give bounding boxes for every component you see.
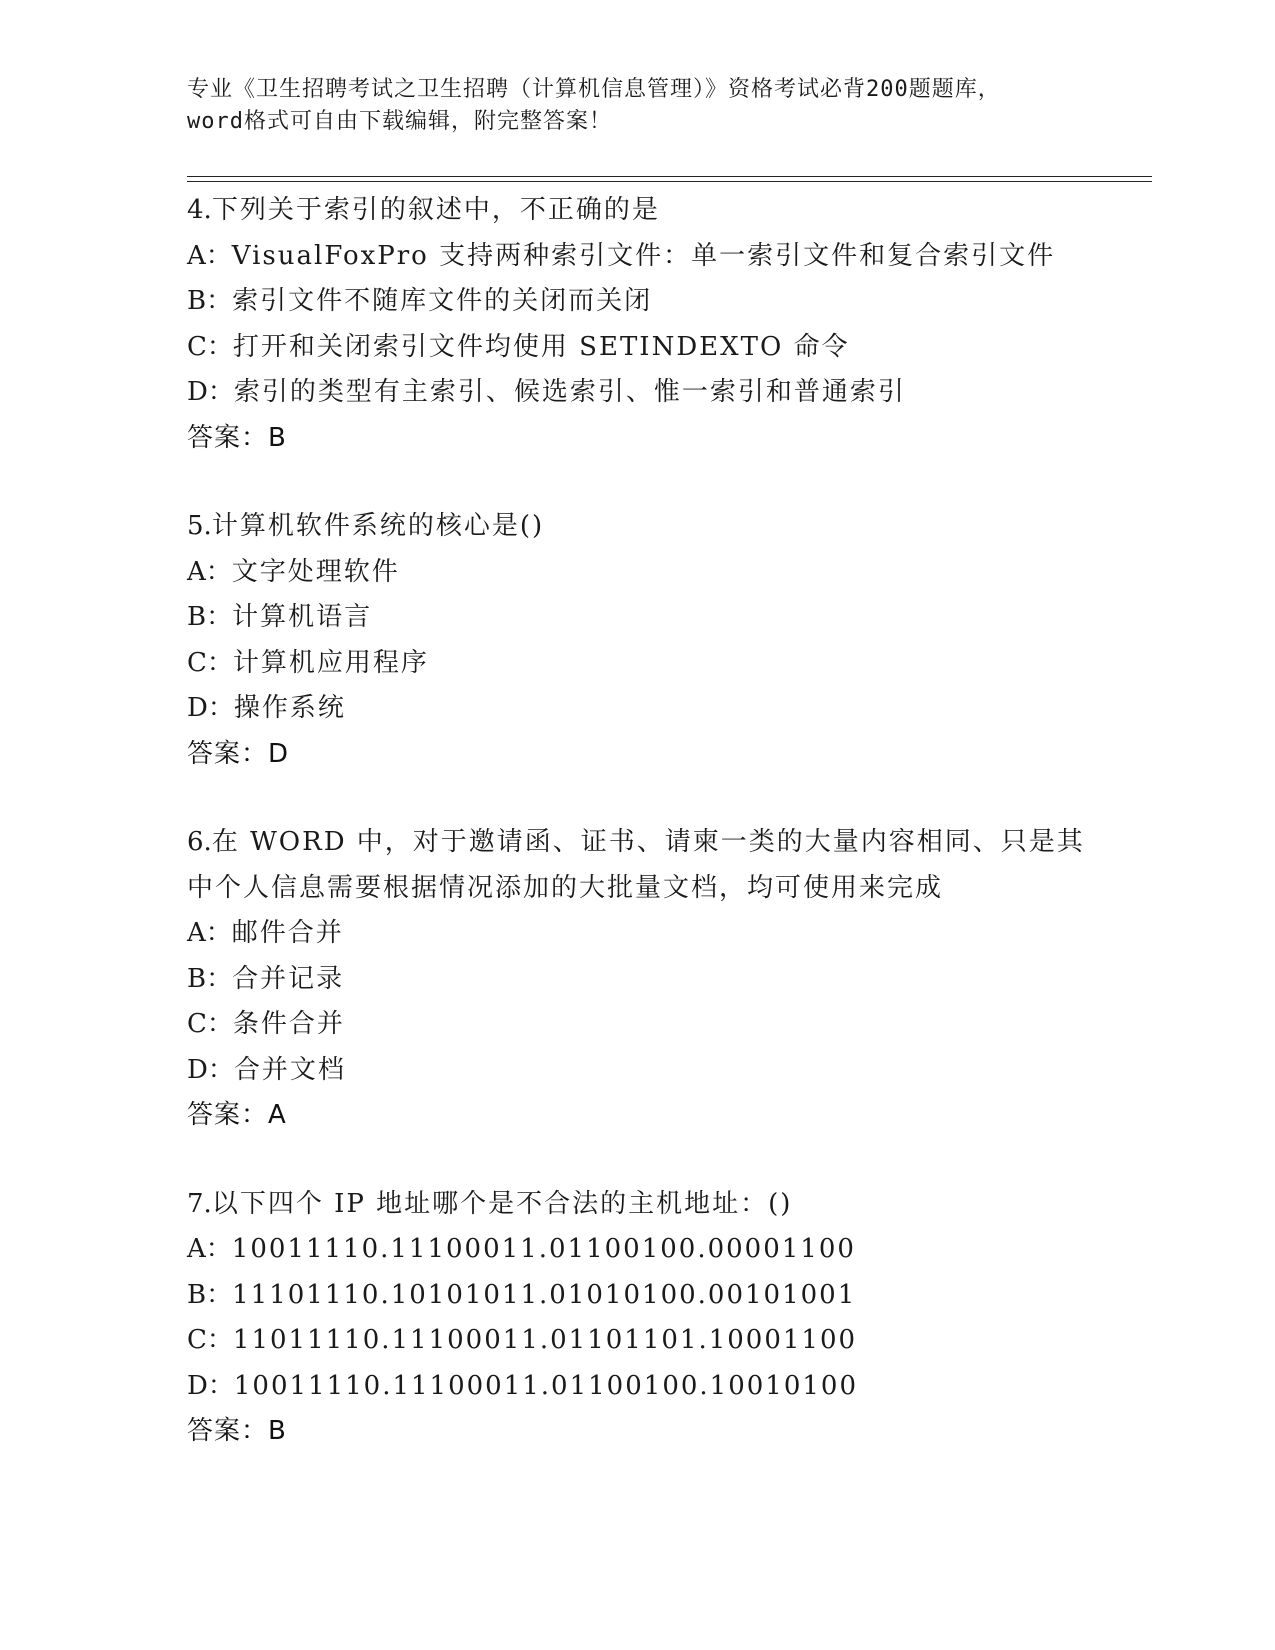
question-number: 4. [187,195,212,225]
option-key: D： [187,1054,234,1085]
header-divider-bottom [187,181,1152,182]
question-stem-line [187,504,1147,550]
question-stem-line [187,820,1147,866]
option-text: 索引文件不随库文件的关闭而关闭 [232,286,653,316]
option-key: A： [187,1234,232,1264]
option-key: B： [187,602,233,632]
question-stem-line [187,866,1147,912]
question-number: 7. [187,1188,212,1219]
option-line [187,279,1147,325]
option-key: C： [187,1325,233,1355]
option-key: A： [187,918,232,948]
option-key: B： [187,1279,233,1310]
option-line [187,641,1147,687]
header-line-2: word格式可自由下载编辑，附完整答案！ [187,109,612,134]
question-number: 6. [187,827,212,857]
option-key: B： [187,963,233,994]
option-text: 计算机语言 [232,602,373,632]
question-stem-line [187,188,1147,234]
option-text: 操作系统 [233,693,346,723]
option-line [187,234,1147,280]
question-block [187,1182,1147,1455]
option-line [187,550,1147,596]
question-block [187,188,1147,461]
option-line [187,957,1147,1003]
document-header [187,74,1087,138]
question-text: 下列关于索引的叙述中，不正确的是 [211,195,660,225]
question-block [187,820,1147,1139]
question-number: 5. [187,511,212,541]
option-line [187,1273,1147,1319]
question-stem-line [187,1182,1147,1228]
question-text: 计算机软件系统的核心是() [211,511,545,541]
option-text: VisualFoxPro 支持两种索引文件：单一索引文件和复合索引文件 [231,240,1056,271]
option-text: 文字处理软件 [231,556,400,587]
answer-line: 答案：B [187,422,287,453]
option-line [187,911,1147,957]
option-text: 打开和关闭索引文件均使用 SETINDEXTO 命令 [232,331,850,362]
question-text: 在 WORD 中，对于邀请函、证书、请柬一类的大量内容相同、只是其 [211,827,1085,857]
option-text: 条件合并 [232,1009,345,1039]
option-text: 合并文档 [233,1054,346,1085]
option-line [187,1318,1147,1364]
option-text: 邮件合并 [231,918,344,948]
option-key: D： [187,1370,234,1401]
option-line [187,1002,1147,1048]
option-text: 计算机应用程序 [232,647,429,678]
option-key: A： [187,240,232,271]
option-line [187,370,1147,416]
option-line [187,595,1147,641]
option-text: 合并记录 [232,963,345,994]
option-key: C： [187,331,233,362]
header-line-1: 专业《卫生招聘考试之卫生招聘（计算机信息管理）》资格考试必背200题题库， [187,77,1001,102]
option-line [187,325,1147,371]
option-line [187,1227,1147,1273]
option-line [187,1048,1147,1094]
question-text: 中个人信息需要根据情况添加的大批量文档，均可使用来完成 [187,872,944,903]
answer-line: 答案：A [187,1100,287,1130]
option-line [187,1364,1147,1410]
header-divider-top [187,176,1152,177]
answer-line: 答案：B [187,1416,287,1446]
option-text: 11011110.11100011.01101101.10001100 [232,1325,858,1355]
question-list [187,188,1147,1498]
option-text: 10011110.11100011.01100100.10010100 [233,1370,858,1401]
question-text: 以下四个 IP 地址哪个是不合法的主机地址：() [211,1188,793,1219]
option-text: 11101110.10101011.01010100.00101001 [232,1279,857,1310]
option-key: D： [187,377,234,407]
option-key: D： [187,693,234,723]
question-block [187,504,1147,777]
option-key: C： [187,1009,233,1039]
option-text: 索引的类型有主索引、候选索引、惟一索引和普通索引 [233,377,906,407]
option-key: C： [187,647,233,678]
answer-line: 答案：D [187,738,290,769]
option-key: B： [187,286,233,316]
option-line [187,686,1147,732]
option-text: 10011110.11100011.01100100.00001100 [231,1234,856,1264]
option-key: A： [187,556,232,587]
